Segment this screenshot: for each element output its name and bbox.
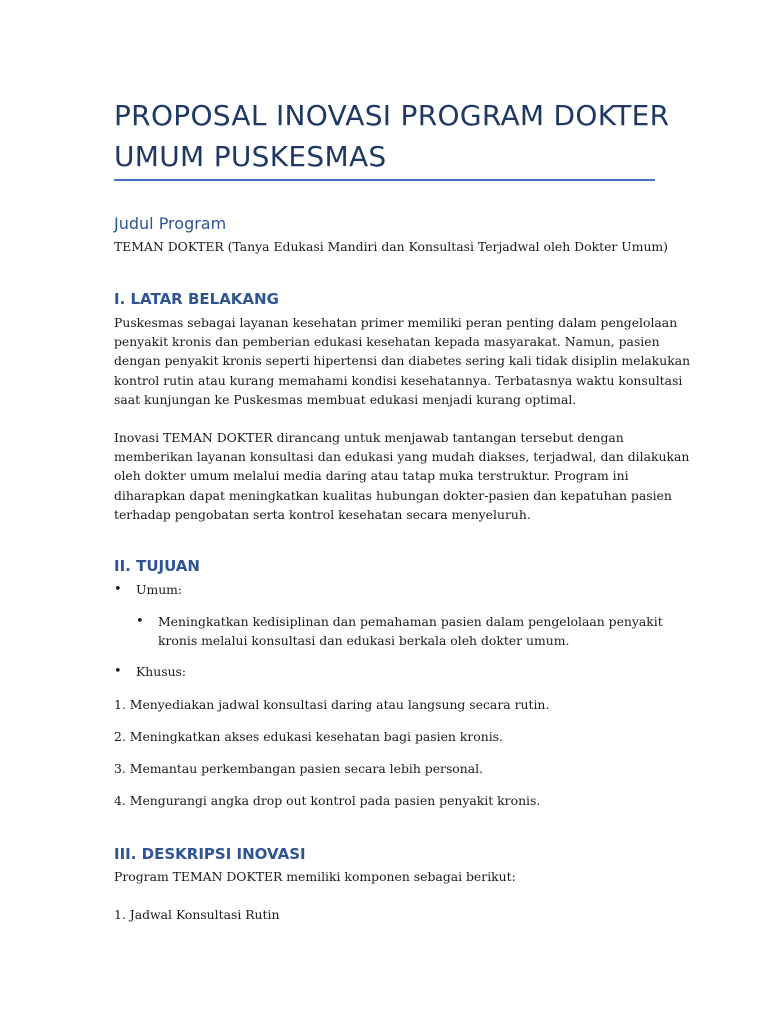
list-item: 1. Menyediakan jadwal konsultasi daring atau langsung secara rutin. [114, 697, 550, 712]
paragraph-line: saat kunjungan ke Puskesmas membuat edukasi menjadi kurang optimal. [114, 391, 577, 407]
deskripsi-intro [114, 867, 659, 886]
list-item: 3. Memantau perkembangan pasien secara lebih personal. [114, 761, 484, 776]
paragraph-line: Inovasi TEMAN DOKTER dirancang untuk menjawab tantangan tersebut dengan [114, 430, 624, 445]
paragraph-line: kontrol rutin atau kurang memahami kondisi kesehatannya. Terbatasnya waktu konsultasi [114, 372, 683, 388]
document-title [114, 95, 674, 177]
paragraph-line: oleh dokter umum melalui media daring atau tatap muka terstruktur. Program ini [114, 468, 629, 484]
khusus-item-4 [114, 791, 659, 810]
umum-label: Umum: [136, 582, 183, 597]
khusus-item-3 [114, 759, 659, 778]
deskripsi-item-1 [114, 905, 659, 924]
list-item: 4. Mengurangi angka drop out kontrol pada pasien penyakit kronis. [114, 793, 541, 808]
title-line-2: UMUM PUSKESMAS [114, 140, 387, 173]
bullet-khusus [114, 662, 187, 681]
paragraph-line: penyakit kronis dan pemberian edukasi kesehatan kepada masyarakat. Namun, pasien [114, 334, 660, 350]
khusus-item-2 [114, 727, 659, 746]
paragraph-line: dengan penyakit kronis seperti hipertensi dan diabetes sering kali tidak disiplin melakukan [114, 353, 691, 369]
khusus-item-1 [114, 695, 659, 714]
tujuan-heading: II. TUJUAN [114, 557, 200, 575]
bullet-umum-item [136, 612, 663, 650]
judul-text [114, 237, 669, 256]
judul-heading: Judul Program [114, 214, 227, 233]
latar-paragraph-2 [114, 428, 690, 524]
paragraph-line: Puskesmas sebagai layanan kesehatan primer memiliki peran penting dalam pengelolaan [114, 315, 678, 330]
title-line-1: PROPOSAL INOVASI PROGRAM DOKTER [114, 99, 670, 132]
umum-item-line-2: kronis melalui konsultasi dan edukasi berkala oleh dokter umum. [158, 633, 570, 649]
umum-item-line-1: Meningkatkan kedisiplinan dan pemahaman pasien dalam pengelolaan penyakit [158, 614, 663, 629]
list-item: 1. Jadwal Konsultasi Rutin [114, 907, 280, 922]
list-item: 2. Meningkatkan akses edukasi kesehatan bagi pasien kronis. [114, 729, 503, 744]
bullet-dot: • [136, 614, 144, 629]
paragraph-line: memberikan layanan konsultasi dan edukasi yang mudah diakses, terjadwal, dan dilakukan [114, 449, 690, 465]
deskripsi-heading: III. DESKRIPSI INOVASI [114, 845, 306, 863]
paragraph-line: Program TEMAN DOKTER memiliki komponen sebagai berikut: [114, 869, 516, 884]
bullet-umum [114, 580, 183, 599]
bullet-dot: • [114, 582, 122, 597]
latar-paragraph-1 [114, 313, 691, 409]
bullet-dot: • [114, 664, 122, 679]
latar-heading: I. LATAR BELAKANG [114, 290, 279, 308]
paragraph-line: terhadap pengobatan serta kontrol kesehatan secara menyeluruh. [114, 506, 531, 522]
judul-line: TEMAN DOKTER (Tanya Edukasi Mandiri dan Konsultasi Terjadwal oleh Dokter Umum) [114, 239, 669, 254]
khusus-label: Khusus: [136, 664, 187, 679]
title-divider [114, 179, 655, 181]
paragraph-line: diharapkan dapat meningkatkan kualitas hubungan dokter-pasien dan kepatuhan pasien [114, 487, 672, 503]
